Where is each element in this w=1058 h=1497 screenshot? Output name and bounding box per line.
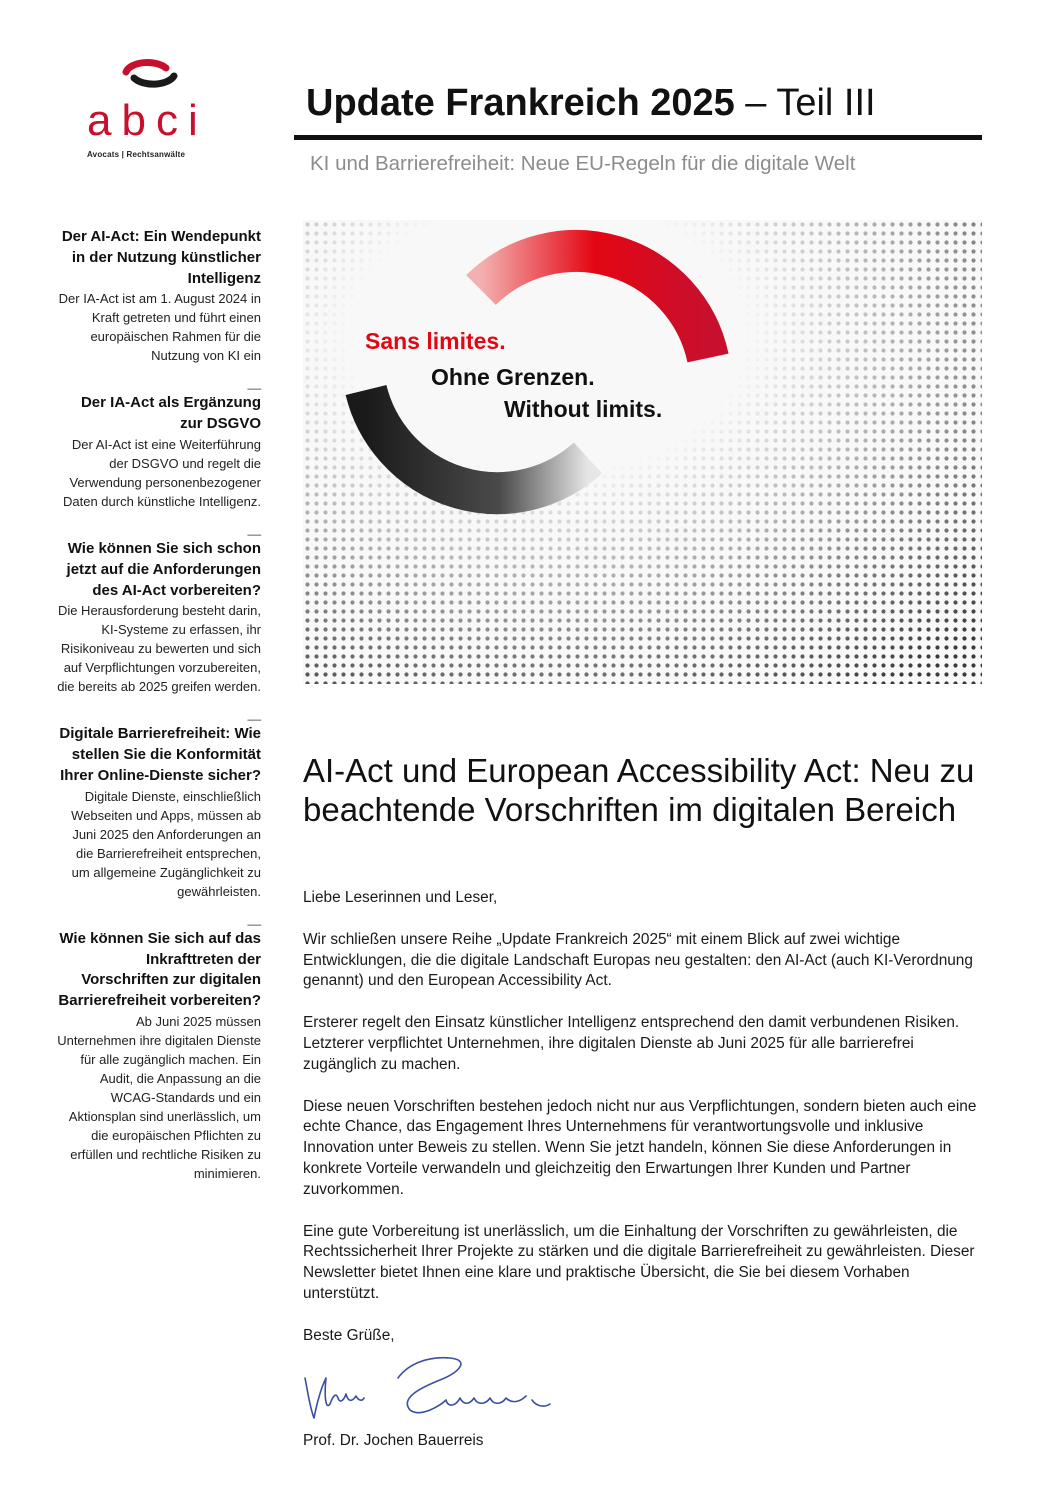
sidebar-section-body: Der IA-Act ist am 1. August 2024 in Kraft getreten und führt einen europäischen Rahmen für die Nutzung von KI ein xyxy=(58,291,261,364)
header-divider xyxy=(294,135,982,140)
sidebar-section-title: Wie können Sie sich schon jetzt auf die Anforderungen des AI-Act vorbereiten? xyxy=(66,539,261,599)
page-title xyxy=(306,82,876,125)
hero-slogan-en: Without limits. xyxy=(504,396,663,422)
sidebar-section xyxy=(55,724,261,900)
page-title-main: Update Frankreich 2025 xyxy=(306,82,735,124)
hero-slogan-de: Ohne Grenzen. xyxy=(431,364,595,390)
logo-arc-icon xyxy=(120,58,180,88)
sidebar-section xyxy=(55,393,261,511)
sidebar-section-body: Die Herausforderung besteht darin, KI-Systeme zu erfassen, ihr Risikoniveau zu bewerten und sich auf Verpflichtungen vorzubereiten, die bereits ab 2025 greifen werden. xyxy=(57,603,261,695)
hero-image xyxy=(303,220,982,684)
article-closing: Beste Grüße, xyxy=(303,1326,395,1344)
sidebar-section-body: Der AI-Act ist eine Weiterführung der DSGVO und regelt die Verwendung personenbezogener Daten durch künstliche Intelligenz. xyxy=(62,436,261,509)
article-paragraph: Diese neuen Vorschriften bestehen jedoch nicht nur aus Verpflichtungen, sondern bieten auch eine echte Chance, das Engagement Ihres Unternehmens für verantwortungsvolle und inklusive Innovation unter Beweis zu stellen. Wenn Sie jetzt handeln, können Sie diese Anforderungen in konkrete Vorteile verwandeln und gleichzeitig den Erwartungen Ihrer Kunden und Partner zuvorkommen. xyxy=(303,1097,977,1198)
sidebar-separator: __ xyxy=(247,521,261,536)
author-name: Prof. Dr. Jochen Bauerreis xyxy=(303,1432,484,1449)
article-body xyxy=(303,888,983,1368)
sidebar-section xyxy=(55,929,261,1183)
page-subtitle: KI und Barrierefreiheit: Neue EU-Regeln für die digitale Welt xyxy=(310,152,856,175)
sidebar-separator: __ xyxy=(247,911,261,926)
sidebar-section-title: Digitale Barrierefreiheit: Wie stellen Sie die Konformität Ihrer Online-Dienste sicher? xyxy=(59,725,261,784)
sidebar-section-title: Der AI-Act: Ein Wendepunkt in der Nutzung künstlicher Intelligenz xyxy=(61,228,261,287)
hero-slogan-fr: Sans limites. xyxy=(365,328,506,354)
hero-graphic xyxy=(303,220,982,684)
article-title: AI-Act und European Accessibility Act: Neu zu beachtende Vorschriften im digitalen Bereich xyxy=(303,752,975,828)
sidebar-summary xyxy=(55,227,261,1195)
article-paragraph: Ersterer regelt den Einsatz künstlicher Intelligenz entsprechend den damit verbundenen Risiken. Letzterer verpflichtet Unternehmen, ihre digitalen Dienste ab Juni 2025 für alle barrierefrei zugänglich zu machen. xyxy=(303,1014,960,1073)
sidebar-section-body: Ab Juni 2025 müssen Unternehmen ihre digitalen Dienste für alle zugänglich machen. Ein Audit, die Anpassung an die WCAG-Standards und ein Aktionsplan sind unerlässlich, um die europäischen Pflichten zu erfüllen und rechtliche Risiken zu minimieren. xyxy=(57,1013,261,1181)
sidebar-section xyxy=(55,539,261,696)
sidebar-separator: __ xyxy=(247,707,261,722)
article-paragraph: Eine gute Vorbereitung ist unerlässlich, um die Einhaltung der Vorschriften zu gewährleisten, die Rechtssicherheit Ihrer Projekte zu stärken und die digitale Barrierefreiheit zu gewährleisten. Dieser Newsletter bietet Ihnen eine klare und praktische Übersicht, die Sie bei diesem Vorhaben unterstützt. xyxy=(303,1222,975,1302)
sidebar-section xyxy=(55,227,261,365)
signature-image xyxy=(300,1348,560,1438)
logo-wordmark: abci xyxy=(87,96,208,145)
page-title-part: – Teil III xyxy=(734,82,876,124)
article-greeting: Liebe Leserinnen und Leser, xyxy=(303,889,498,906)
company-logo xyxy=(80,58,230,168)
logo-tagline: Avocats | Rechtsanwälte xyxy=(87,150,186,159)
sidebar-section-title: Wie können Sie sich auf das Inkrafttreten der Vorschriften zur digitalen Barrierefreiheit vorbereiten? xyxy=(58,929,261,1010)
sidebar-section-body: Digitale Dienste, einschließlich Webseiten und Apps, müssen ab Juni 2025 den Anforderungen an die Barrierefreiheit entsprechen, um allgemeine Zugänglichkeit zu gewährleisten. xyxy=(71,788,261,899)
sidebar-section-title: Der IA-Act als Ergänzung zur DSGVO xyxy=(80,394,261,433)
sidebar-separator: __ xyxy=(247,376,261,391)
article-paragraph: Wir schließen unsere Reihe „Update Frankreich 2025“ mit einem Blick auf zwei wichtige Entwicklungen, die die digitale Landschaft Europas neu gestalten: den AI-Act (auch KI-Verordnung genannt) und den European Accessibility Act. xyxy=(303,930,973,990)
